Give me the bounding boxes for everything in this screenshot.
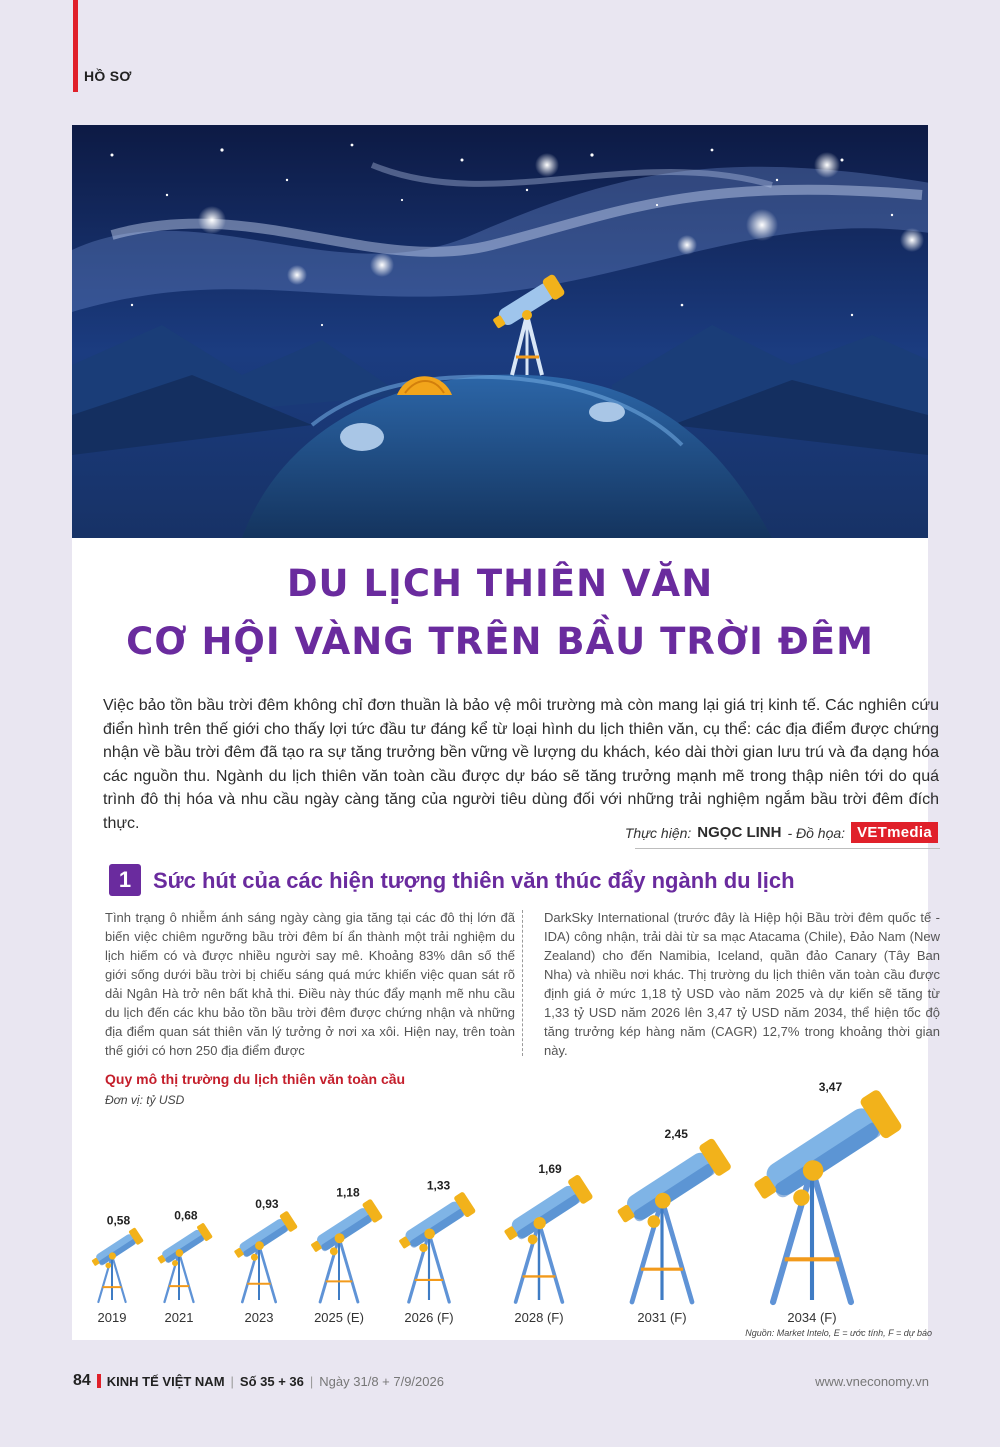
magazine-name: KINH TẾ VIỆT NAM	[106, 1373, 225, 1389]
body-column-1: Tình trạng ô nhiễm ánh sáng ngày càng gia tăng tại các đô thị lớn đã biến việc chiêm ngưỡng bầu trời đêm bí ẩn thành một trải nghiệm du lịch hiếm có và được nhiều người say mê. Khoảng 83% dân số thế giới sống dưới bầu trời bị chiếu sáng quá mức khiến việc quan sát rõ dải Ngân Hà trở nên bất khả thi. Điều này thúc đẩy mạnh mẽ nhu cầu du lịch đến các khu bảo tồn bầu trời đêm được chứng nhận và những địa điểm quan sát thiên văn lý tưởng ở nơi xa xôi. Hiện nay, trên toàn thế giới có hơn 250 địa điểm được	[105, 910, 515, 1058]
data-label: 2,45	[664, 1127, 688, 1142]
telescope-bar	[395, 1179, 479, 1325]
category-label: 2034 (F)	[787, 1310, 837, 1325]
page-footer: 84 KINH TẾ VIỆT NAM | Số 35 + 36 | Ngày 31/8 + 7/9/2026 www.vneconomy.vn	[73, 1372, 929, 1389]
tripod-leg	[662, 1199, 692, 1302]
header-accent-bar	[73, 0, 78, 92]
tripod-leg	[539, 1222, 562, 1302]
column-divider	[522, 910, 523, 1056]
tripod-leg	[259, 1245, 276, 1302]
credit-label: Thực hiện:	[624, 824, 692, 841]
tripod-leg	[339, 1237, 358, 1302]
chart-source: Nguồn: Market Intelo, E = ước tính, F = dự báo	[745, 1328, 932, 1338]
market-size-chart	[72, 1040, 928, 1330]
data-label: 0,93	[255, 1197, 279, 1212]
section-tag: HỒ SƠ	[84, 68, 132, 84]
tripod-leg	[112, 1255, 126, 1302]
category-label: 2028 (F)	[514, 1310, 564, 1325]
telescope-bar	[307, 1186, 386, 1325]
credit-graphics-label: - Đồ họa:	[787, 824, 846, 841]
telescope-bar	[747, 1080, 910, 1325]
credit-author: NGỌC LINH	[697, 824, 782, 841]
chart-title: Quy mô thị trường du lịch thiên văn toàn cầu	[105, 1071, 406, 1087]
section-number-badge: 1	[109, 864, 141, 896]
telescope-tube	[747, 1088, 910, 1222]
category-label: 2023	[244, 1310, 274, 1325]
category-label: 2019	[97, 1310, 127, 1325]
section-heading: Sức hút của các hiện tượng thiên văn thúc đẩy ngành du lịch	[153, 868, 795, 893]
telescope-bar	[89, 1213, 146, 1325]
chart-unit: Đơn vị: tỷ USD	[105, 1093, 185, 1107]
telescope-tube	[395, 1191, 479, 1261]
telescope-tube	[307, 1198, 386, 1263]
data-label: 0,58	[106, 1213, 131, 1228]
credit-divider	[635, 848, 940, 849]
category-label: 2025 (E)	[314, 1310, 364, 1325]
tripod-leg	[179, 1252, 194, 1302]
telescope-tube	[89, 1227, 146, 1274]
telescope-bar	[612, 1127, 737, 1325]
telescope-tube	[155, 1222, 216, 1272]
issue-date: Ngày 31/8 + 7/9/2026	[319, 1373, 444, 1389]
hero-illustration	[72, 125, 928, 538]
tripod-leg	[429, 1233, 449, 1302]
page-number: 84	[73, 1372, 91, 1389]
telescope-tube	[231, 1210, 301, 1267]
data-label: 1,69	[538, 1162, 562, 1177]
article-title-line2: CƠ HỘI VÀNG TRÊN BẦU TRỜI ĐÊM	[126, 620, 874, 663]
footer-accent-bar	[97, 1374, 101, 1388]
category-label: 2026 (F)	[404, 1310, 454, 1325]
article-credit	[625, 822, 938, 843]
article-lead: Việc bảo tồn bầu trời đêm không chỉ đơn thuần là bảo vệ môi trường mà còn mang lại giá trị kinh tế. Các nghiên cứu điển hình trên thế giới cho thấy lợi tức đầu tư đáng kể từ loại hình du lịch thiên văn, cụ thể: các địa điểm được chứng nhận về bầu trời đêm đã tạo ra sự tăng trưởng bền vững về lượng du khách, kéo dài thời gian lưu trú và đa dạng hóa các nguồn thu. Ngành du lịch thiên văn toàn cầu được dự báo sẽ tăng trưởng mạnh mẽ trong thập niên tới do quá trình đô thị hóa và nhu cầu ngày càng tăng của người tiêu dùng đối với những trải nghiệm ngắm bầu trời đêm đích thực.	[103, 697, 939, 832]
vetmedia-logo: VETmedia	[851, 822, 938, 843]
body-column-2: DarkSky International (trước đây là Hiệp hội Bầu trời đêm quốc tế - IDA) công nhận, trải dài từ sa mạc Atacama (Chile), Đảo Nam (New Zealand) cho đến Namibia, Iceland, quần đảo Canary (Tây Ban Nha) và nhiều nơi khác. Thị trường du lịch thiên văn toàn cầu được định giá ở mức 1,18 tỷ USD vào năm 2025 và dự kiến sẽ tăng từ 1,33 tỷ USD năm 2026 lên 3,47 tỷ USD năm 2034, thể hiện tốc độ tăng trưởng kép hàng năm (CAGR) 12,7% trong khoảng thời gian này.	[544, 910, 940, 1058]
telescope-tube	[500, 1174, 598, 1254]
category-label: 2031 (F)	[637, 1310, 687, 1325]
telescope-bar	[500, 1162, 598, 1325]
website-link[interactable]: www.vneconomy.vn	[815, 1373, 929, 1389]
tripod-leg	[812, 1169, 851, 1302]
data-label: 3,47	[818, 1080, 843, 1094]
telescope-tube	[612, 1137, 737, 1240]
data-label: 1,18	[336, 1185, 360, 1200]
data-label: 0,68	[174, 1208, 198, 1223]
issue-number: Số 35 + 36	[239, 1373, 304, 1389]
telescope-bar	[231, 1197, 301, 1325]
data-label: 1,33	[426, 1178, 451, 1193]
category-label: 2021	[164, 1310, 194, 1325]
article-title-line1: DU LỊCH THIÊN VĂN	[286, 562, 714, 605]
telescope-bar	[155, 1209, 216, 1325]
